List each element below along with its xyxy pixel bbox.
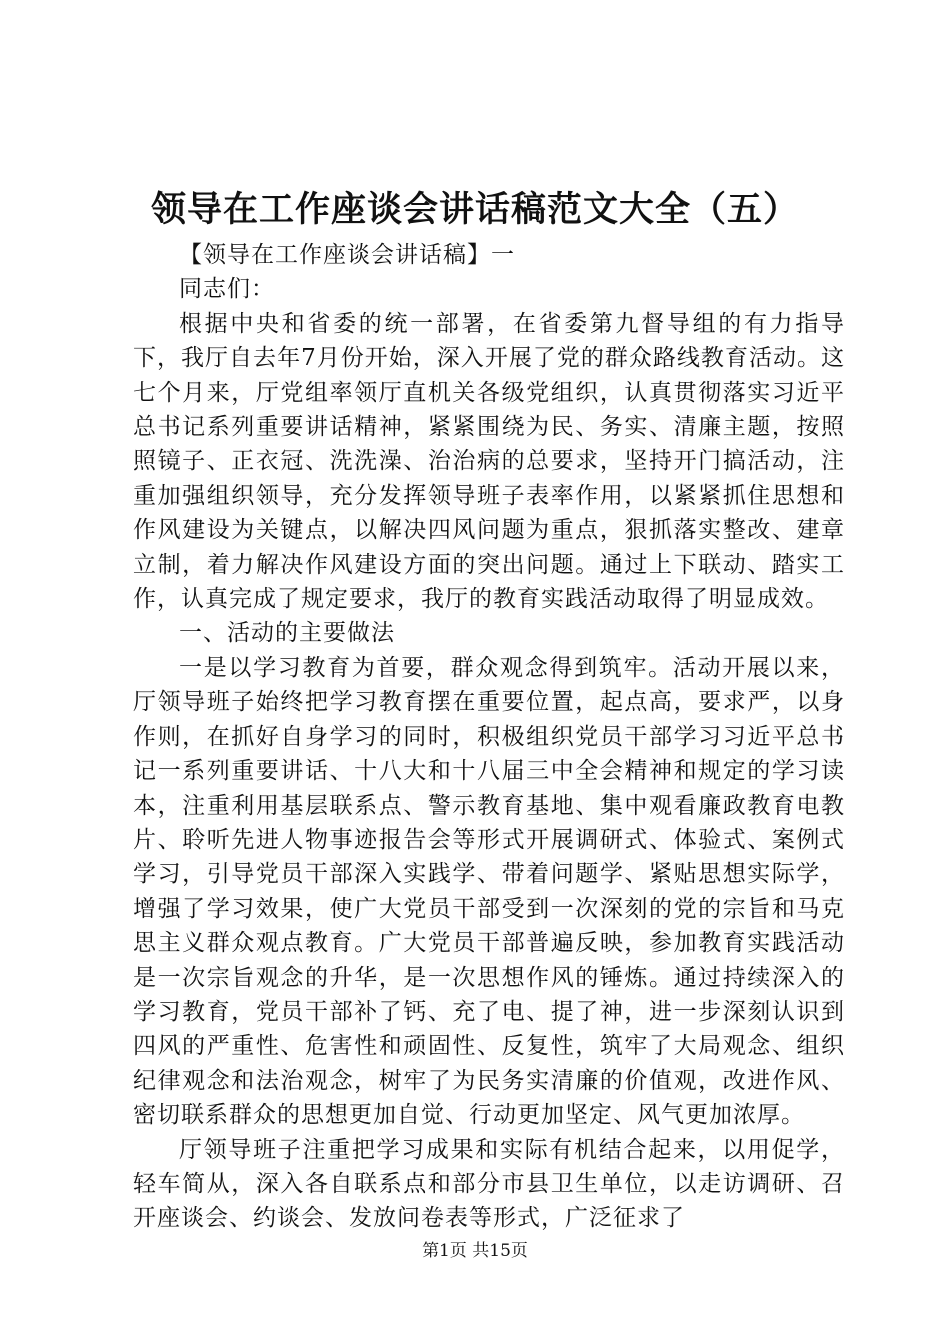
body-paragraph: 根据中央和省委的统一部署，在省委第九督导组的有力指导下，我厅自去年7月份开始，深入开展了党的群众路线教育活动。这七个月来，厅党组率领厅直机关各级党组织，认真贯彻落实习近平总书记系列重要讲话精神，紧紧围绕为民、务实、清廉主题，按照照镜子、正衣冠、洗洗澡、治治病的总要求，坚持开门搞活动，注重加强组织领导，充分发挥领导班子表率作用，以紧紧抓住思想和作风建设为关键点，以解决四风问题为重点，狠抓落实整改、建章立制，着力解决作风建设方面的突出问题。通过上下联动、踏实工作，认真完成了规定要求，我厅的教育实践活动取得了明显成效。	[133, 310, 845, 613]
section-heading: 【领导在工作座谈会讲话稿】一	[179, 242, 515, 268]
subsection-heading: 一、活动的主要做法	[179, 620, 395, 647]
document-body	[133, 238, 845, 1236]
body-paragraph: 一是以学习教育为首要，群众观念得到筑牢。活动开展以来，厅领导班子始终把学习教育摆在重要位置，起点高，要求严，以身作则，在抓好自身学习的同时，积极组织党员干部学习习近平总书记一系列重要讲话、十八大和十八届三中全会精神和规定的学习读本，注重利用基层联系点、警示教育基地、集中观看廉政教育电教片、聆听先进人物事迹报告会等形式开展调研式、体验式、案例式学习，引导党员干部深入实践学、带着问题学、紧贴思想实际学，增强了学习效果，使广大党员干部受到一次深刻的党的宗旨和马克思主义群众观点教育。广大党员干部普遍反映，参加教育实践活动是一次宗旨观念的升华，是一次思想作风的锤炼。通过持续深入的学习教育，党员干部补了钙、充了电、提了神，进一步深刻认识到四风的严重性、危害性和顽固性、反复性，筑牢了大局观念、组织纪律观念和法治观念，树牢了为民务实清廉的价值观，改进作风、密切联系群众的思想更加自觉、行动更加坚定、风气更加浓厚。	[133, 654, 845, 1129]
document-title: 领导在工作座谈会讲话稿范文大全（五）	[150, 189, 799, 230]
body-paragraph: 厅领导班子注重把学习成果和实际有机结合起来，以用促学，轻车简从，深入各自联系点和部分市县卫生单位，以走访调研、召开座谈会、约谈会、发放问卷表等形式，广泛征求了	[133, 1136, 845, 1232]
page-number: 第1页 共15页	[422, 1241, 528, 1261]
salutation: 同志们：	[179, 276, 275, 303]
